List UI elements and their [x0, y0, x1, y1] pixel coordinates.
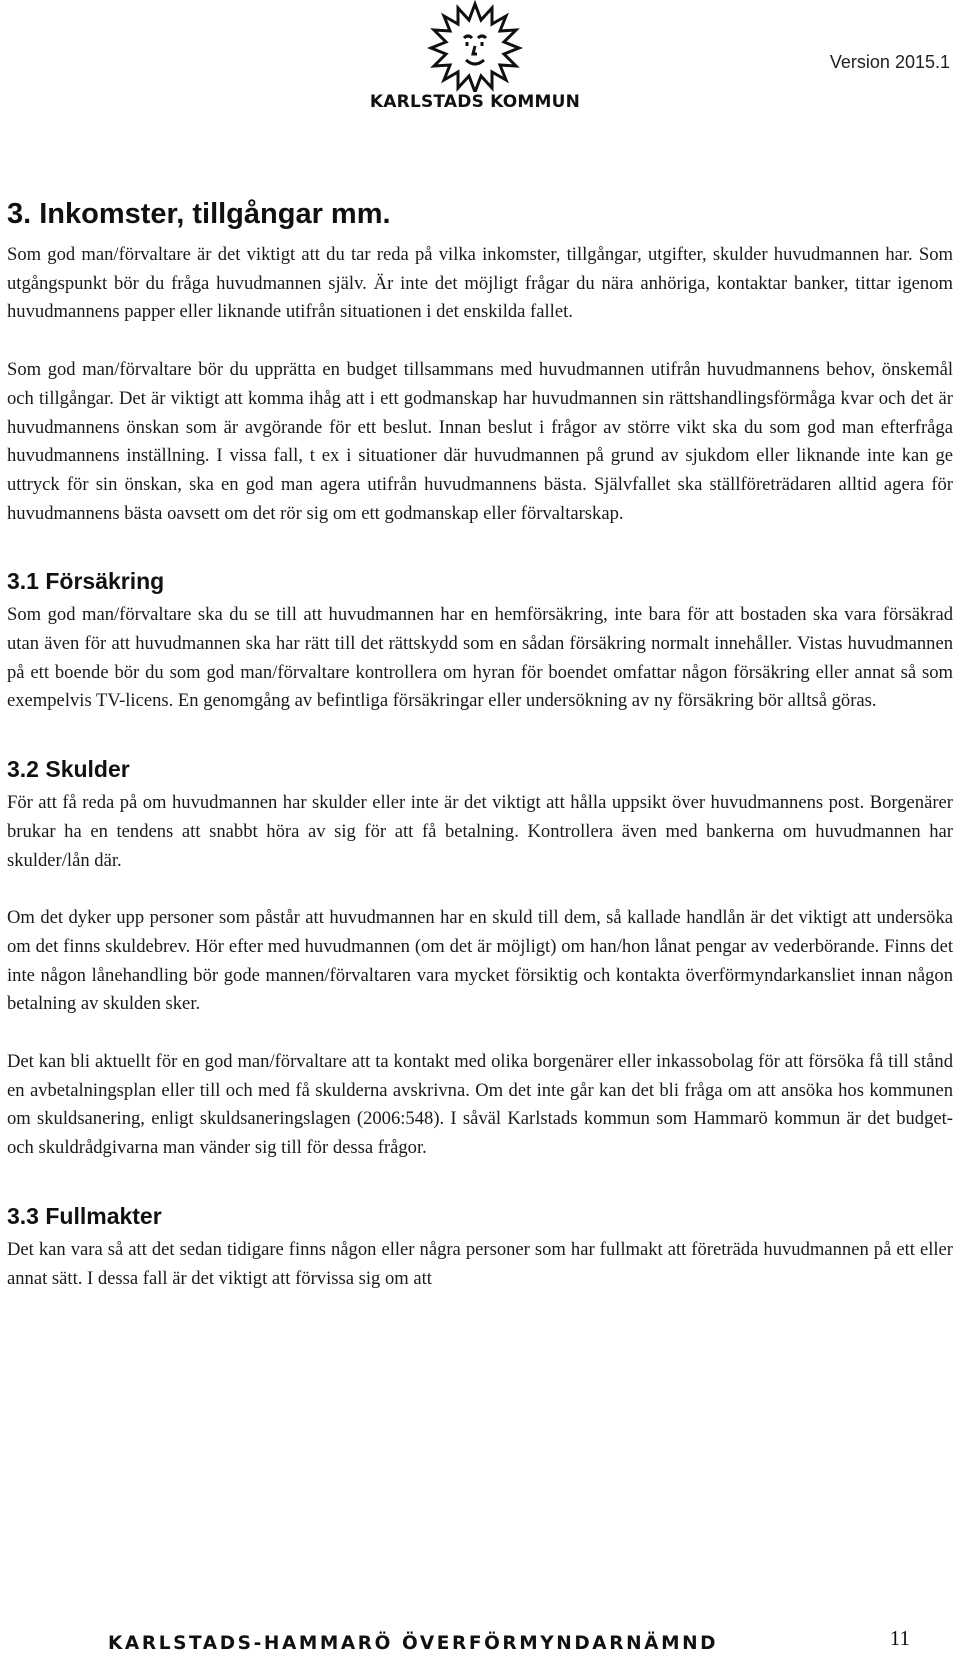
section-3-2-paragraph-2: Om det dyker upp personer som påstår att huvudmannen har en skuld till dem, så kallade handlån är det viktigt att undersöka om det finns skuldebrev. Hör efter med huvudmannen (om det är möjligt) om han/hon lånat pengar av vederbörande. Finns det inte någon lånehandling bör gode mannen/förvaltaren vara mycket försiktig och kontakta överförmyndarkansliet innan någon betalning av skulden sker. — [7, 907, 953, 1015]
karlstads-kommun-logo — [350, 0, 600, 118]
section-3-3-paragraph-1: Det kan vara så att det sedan tidigare finns någon eller några personer som har fullmakt att företräda huvudmannen på ett eller annat sätt. I dessa fall är det viktigt att förvissa sig om att — [7, 1238, 953, 1289]
section-3-3-heading: 3.3 Fullmakter — [7, 1202, 162, 1229]
page-number: 11 — [889, 1626, 910, 1650]
footer-organization: KARLSTADS-HAMMARÖ ÖVERFÖRMYNDARNÄMND — [108, 1633, 719, 1654]
section-3-paragraph-1: Som god man/förvaltare är det viktigt att du tar reda på vilka inkomster, tillgångar, utgifter, skulder huvudmannen har. Som utgångspunkt bör du fråga huvudmannen själv. Är inte det möjligt frågar du nära anhöriga, kontaktar banker, tittar igenom huvudmannens papper eller liknande utifrån situationen i det enskilda fallet. — [7, 244, 953, 323]
section-3-2-heading: 3.2 Skulder — [7, 756, 130, 783]
document-body — [7, 198, 953, 1293]
version-label: Version 2015.1 — [829, 52, 950, 72]
section-3-heading: 3. Inkomster, tillgångar mm. — [7, 198, 391, 230]
section-3-paragraph-2: Som god man/förvaltare bör du upprätta en budget tillsammans med huvudmannen utifrån huvudmannens behov, önskemål och tillgångar. Det är viktigt att komma ihåg att i ett godmanskap har huvudmannen sin rättshandlingsförmåga kvar och det är huvudmannens önskan som är avgörande för ett beslut. Innan beslut i frågor av större vikt ska du som god man efterfråga huvudmannens inställning. I vissa fall, t ex i situationer där huvudmannen på grund av sjukdom eller liknande inte kan ge uttryck för sin önskan, ska en god man agera utifrån huvudmannens bästa. Självfallet ska ställföreträdaren alltid agera för huvudmannens bästa oavsett om det rör sig om ett godmanskap eller förvaltarskap. — [7, 359, 953, 524]
section-3-1-heading: 3.1 Försäkring — [7, 568, 165, 595]
logo-text: KARLSTADS KOMMUN — [369, 92, 581, 112]
section-3-2-paragraph-3: Det kan bli aktuellt för en god man/förvaltare att ta kontakt med olika borgenärer eller inkassobolag för att försöka få till stånd en avbetalningsplan eller till och med få skulderna avskrivna. Om det inte går kan det bli fråga om att ansöka hos kommunen om skuldsanering, enligt skuldsaneringslagen (2006:548). I såväl Karlstads kommun som Hammarö kommun är det budget- och skuldrådgivarna man vänder sig till för dessa frågor. — [7, 1051, 953, 1159]
section-3-1-paragraph-1: Som god man/förvaltare ska du se till att huvudmannen har en hemförsäkring, inte bara för att bostaden ska vara försäkrad utan även för att huvudmannen ska har rätt till det rättskydd som en sådan försäkring normalt innehåller. Vistas huvudmannen på ett boende bör du som god man/förvaltare kontrollera om hyran för boendet omfattar någon försäkring eller annat så som exempelvis TV-licens. En genomgång av befintliga försäkringar eller undersökning av ny försäkring bör alltså göras. — [7, 604, 953, 712]
section-3-2-paragraph-1: För att få reda på om huvudmannen har skulder eller inte är det viktigt att hålla uppsikt över huvudmannens post. Borgenärer brukar ha en tendens att snabbt höra av sig för att få betalning. Kontrollera även med bankerna om huvudmannen har skulder/lån där. — [7, 792, 953, 871]
sun-logo-icon — [420, 0, 530, 92]
